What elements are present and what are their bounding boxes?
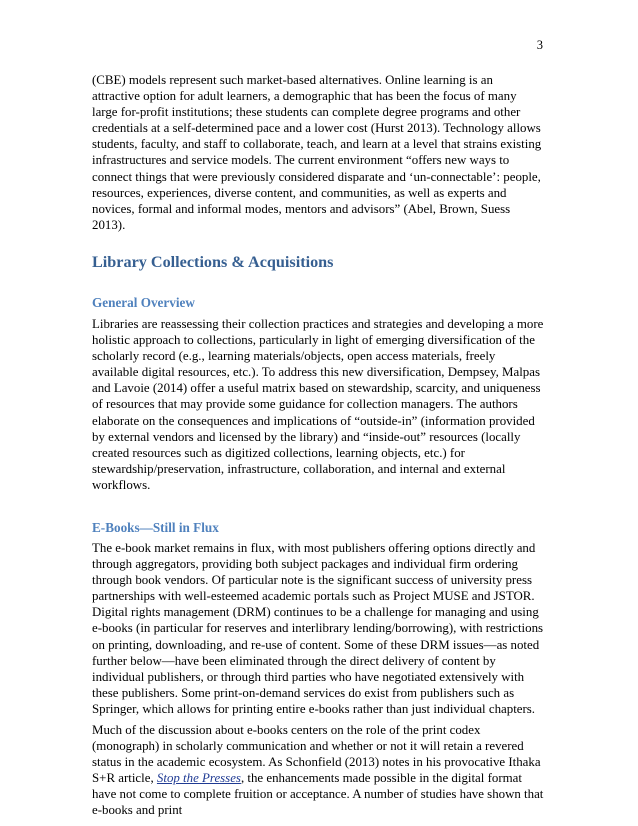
stop-the-presses-link[interactable]: Stop the Presses (156, 771, 241, 786)
intro-paragraph: (CBE) models represent such market-based alternatives. Online learning is an attractive option for adult learners, a demographic that has been the focus of many large for-profit institutions; these students can complete degree programs and other credentials at a self-determined pace and a lower cost (Hurst 2013). Technology allows students, faculty, and staff to collaborate, teach, and learn at a level that strains existing infrastructures and service models. The current environment “offers new ways to connect things that were previously considered disparate and ‘un-connectable’: people, resources, experiences, diverse content, and communities, as well as experts and novices, formal and informal modes, mentors and advisors” (Abel, Brown, Suess 2013). (92, 73, 542, 232)
ebooks-paragraph-2-text-before: Much of the discussion about e-books centers on the role of the print codex (monograph) in scholarly communication and whether or not it will retain a revered status in the academic ecosystem. As Schonfield (2013) notes in his provocative Ithaka S+R article, (92, 723, 541, 786)
general-overview-paragraph: Libraries are reassessing their collection practices and strategies and developing a more holistic approach to collections, particularly in light of emerging diversification of the scholarly record (e.g., learning materials/objects, open access materials, freely available digital resources, etc.). To address this new diversification, Dempsey, Malpas and Lavoie (2014) offer a useful matrix based on stewardship, scarcity, and uniqueness of resources that may provide some guidance for collection managers. The authors elaborate on the consequences and implications of “outside-in” (information provided by external vendors and licensed by the library) and “inside-out” resources (locally created resources such as digitized collections, learning objects, etc.) for stewardship/preservation, infrastructure, collaboration, and internal and external workflows. (92, 316, 544, 492)
general-overview-heading: General Overview (92, 294, 195, 310)
ebooks-heading: E-Books—Still in Flux (92, 519, 219, 535)
page-content (92, 72, 544, 819)
section-heading: Library Collections & Acquisitions (92, 252, 334, 271)
ebooks-paragraph-2-text-after: , the enhancements made possible in the digital format have not come to complete fruition or acceptance. A number of studies have shown that e-books and print (92, 771, 544, 818)
ebooks-paragraph-1: The e-book market remains in flux, with most publishers offering options directly and through aggregators, providing both subject packages and individual firm ordering through book vendors. Of particular note is the significant success of university press partnerships with well-esteemed academic portals such as Project MUSE and JSTOR. Digital rights management (DRM) continues to be a challenge for managing and using e-books (in particular for reserves and interlibrary lending/borrowing), with restrictions on printing, downloading, and re-use of content. Some of these DRM issues—as noted further below—have been eliminated through the direct delivery of content by individual publishers, or through third parties who have negotiated extensively with these publishers. Some print-on-demand services do exist from publishers such as Springer, which allows for printing entire e-books rather than just individual chapters. (92, 540, 544, 716)
page-number: 3 (536, 38, 543, 52)
ebooks-paragraph-2 (92, 722, 544, 819)
